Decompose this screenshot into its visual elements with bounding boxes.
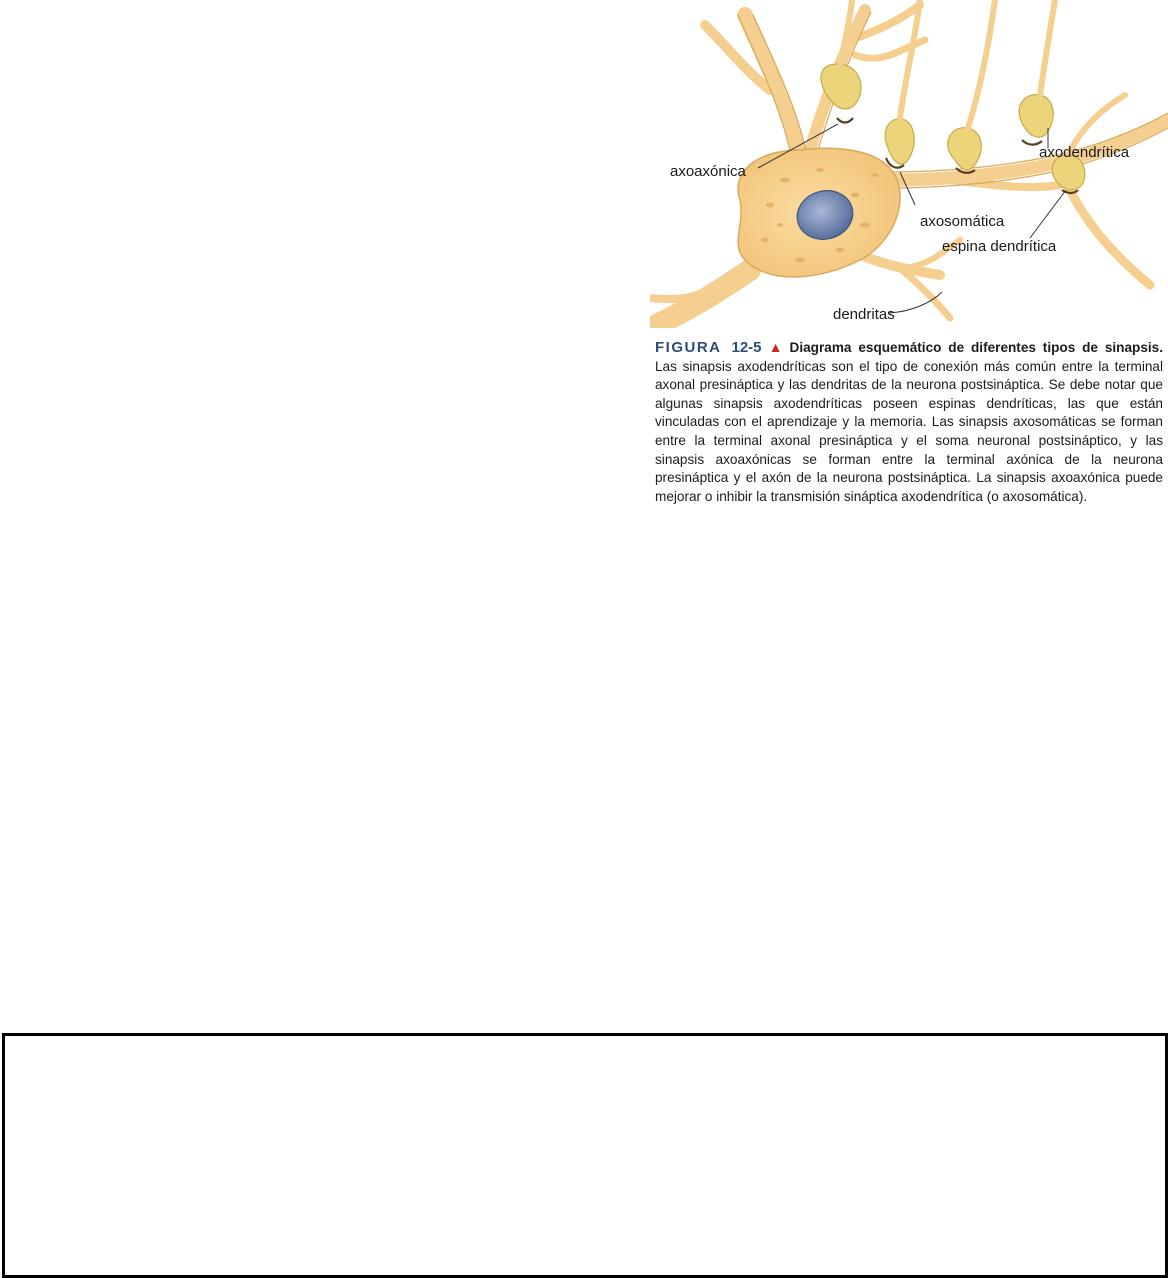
caption-title: Diagrama esquemático de diferentes tipos de sinapsis. (789, 340, 1163, 355)
figure-caption (655, 338, 1163, 506)
label-dendritas: dendritas (833, 306, 895, 323)
label-axosomatica: axosomática (920, 213, 1005, 230)
label-axoaxonica: axoaxónica (670, 163, 746, 180)
caption-body: Las sinapsis axodendríticas son el tipo de conexión más común entre la terminal axonal presináptica y las dendritas de la neurona postsináptica. Se debe notar que algunas sinapsis axodendríticas poseen espinas dendríticas, las que están vinculadas con el aprendizaje y la memoria. Las sinapsis axosomáticas se forman entre la terminal axonal presináptica y el soma neuronal postsináptico, y las sinapsis axoaxónicas se forman entre la terminal axónica de la neurona presináptica y el axón de la neurona postsináptica. La sinapsis axoaxónica puede mejorar o inhibir la transmisión sináptica axodendrítica (o axosomática). (655, 358, 1163, 504)
caption-figure-number: 12-5 (731, 339, 762, 356)
caption-figure-word: FIGURA (655, 339, 722, 356)
label-espina-dendritica: espina dendrítica (942, 238, 1057, 255)
label-axodendritica: axodendrítica (1039, 144, 1130, 161)
answer-box (2, 1033, 1168, 1278)
neuron-synapse-diagram (650, 0, 1168, 328)
caption-marker-icon: ▲ (765, 339, 786, 355)
